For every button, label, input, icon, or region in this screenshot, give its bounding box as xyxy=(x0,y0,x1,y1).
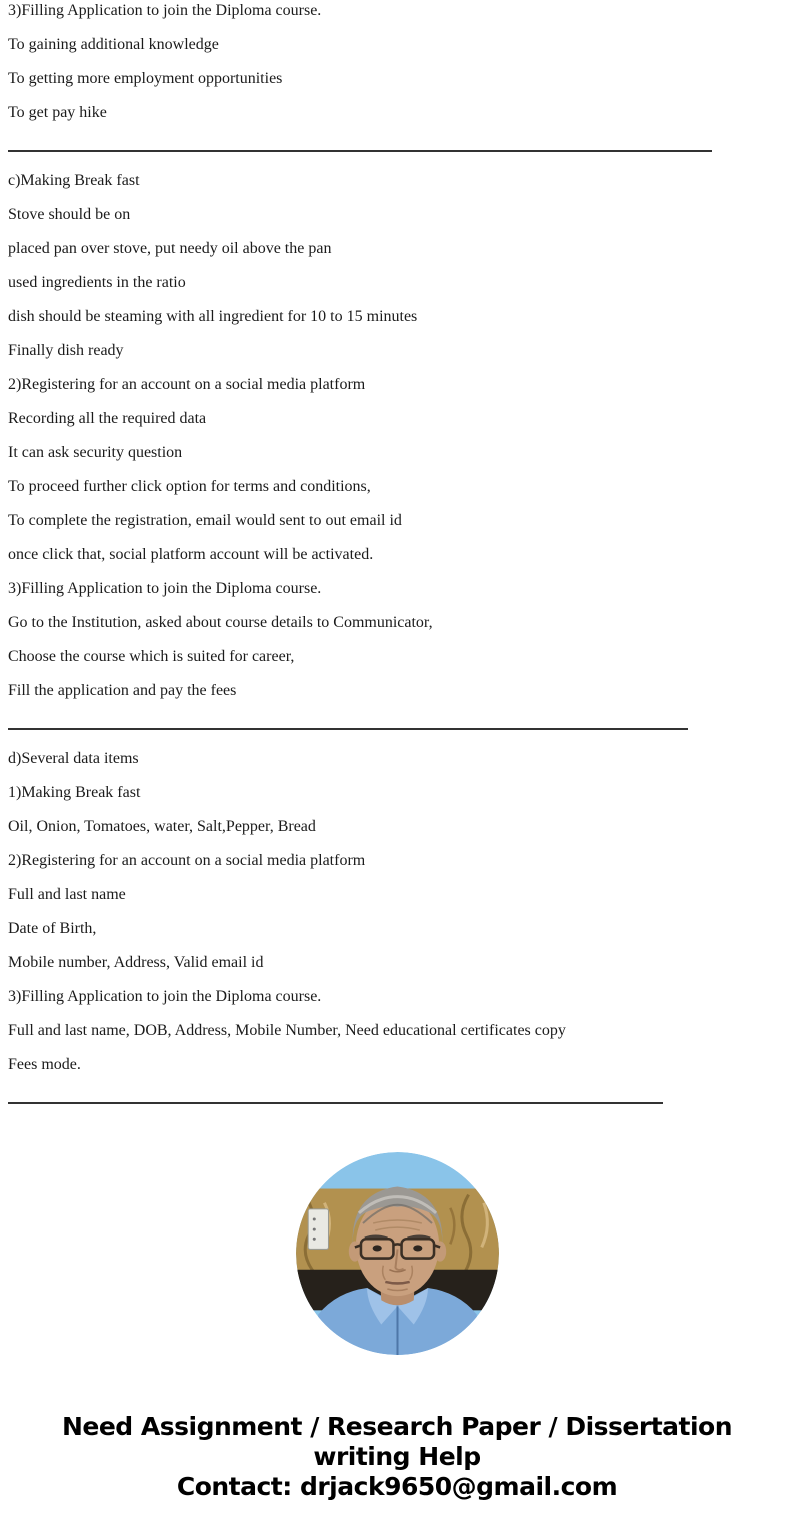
paragraph: To getting more employment opportunities xyxy=(8,70,283,87)
paragraph: Choose the course which is suited for career, xyxy=(8,648,295,665)
paragraph: Recording all the required data xyxy=(8,410,207,427)
paragraph: 3)Filling Application to join the Diploma course. xyxy=(8,988,322,1005)
person-portrait-image xyxy=(296,1152,499,1355)
paragraph: once click that, social platform account will be activated. xyxy=(8,546,374,563)
paragraph: Fees mode. xyxy=(8,1056,81,1073)
paragraph: To proceed further click option for terms and conditions, xyxy=(8,478,371,495)
paragraph: To complete the registration, email would sent to out email id xyxy=(8,512,402,529)
section-course-reasons xyxy=(8,2,786,122)
help-banner xyxy=(8,1412,786,1502)
paragraph: placed pan over stove, put needy oil above the pan xyxy=(8,240,332,257)
section-data-items xyxy=(8,750,786,1074)
paragraph: Mobile number, Address, Valid email id xyxy=(8,954,264,971)
profile-photo-row xyxy=(8,1152,786,1360)
paragraph: 1)Making Break fast xyxy=(8,784,141,801)
horizontal-rule xyxy=(8,1102,663,1104)
paragraph: Fill the application and pay the fees xyxy=(8,682,237,699)
paragraph: To get pay hike xyxy=(8,104,107,121)
paragraph: 2)Registering for an account on a social media platform xyxy=(8,376,366,393)
paragraph: 3)Filling Application to join the Diploma course. xyxy=(8,2,322,19)
paragraph: Go to the Institution, asked about course details to Communicator, xyxy=(8,614,433,631)
help-banner-heading: Need Assignment / Research Paper / Dissertation writing Help xyxy=(61,1412,733,1471)
paragraph: Full and last name, DOB, Address, Mobile Number, Need educational certificates copy xyxy=(8,1022,566,1039)
paragraph: c)Making Break fast xyxy=(8,172,140,189)
paragraph: used ingredients in the ratio xyxy=(8,274,186,291)
section-process-steps xyxy=(8,172,786,700)
paragraph: Date of Birth, xyxy=(8,920,97,937)
paragraph: Finally dish ready xyxy=(8,342,124,359)
person-portrait-image xyxy=(296,1152,499,1355)
paragraph: Full and last name xyxy=(8,886,126,903)
paragraph: 2)Registering for an account on a social media platform xyxy=(8,852,366,869)
paragraph: d)Several data items xyxy=(8,750,139,767)
paragraph: It can ask security question xyxy=(8,444,183,461)
horizontal-rule xyxy=(8,728,688,730)
contact-email-text: Contact: drjack9650@gmail.com xyxy=(176,1472,618,1501)
paragraph: Stove should be on xyxy=(8,206,131,223)
paragraph: dish should be steaming with all ingredient for 10 to 15 minutes xyxy=(8,308,418,325)
horizontal-rule xyxy=(8,150,712,152)
document-page xyxy=(0,2,794,1502)
paragraph: 3)Filling Application to join the Diploma course. xyxy=(8,580,322,597)
paragraph: To gaining additional knowledge xyxy=(8,36,219,53)
paragraph: Oil, Onion, Tomatoes, water, Salt,Pepper, Bread xyxy=(8,818,316,835)
